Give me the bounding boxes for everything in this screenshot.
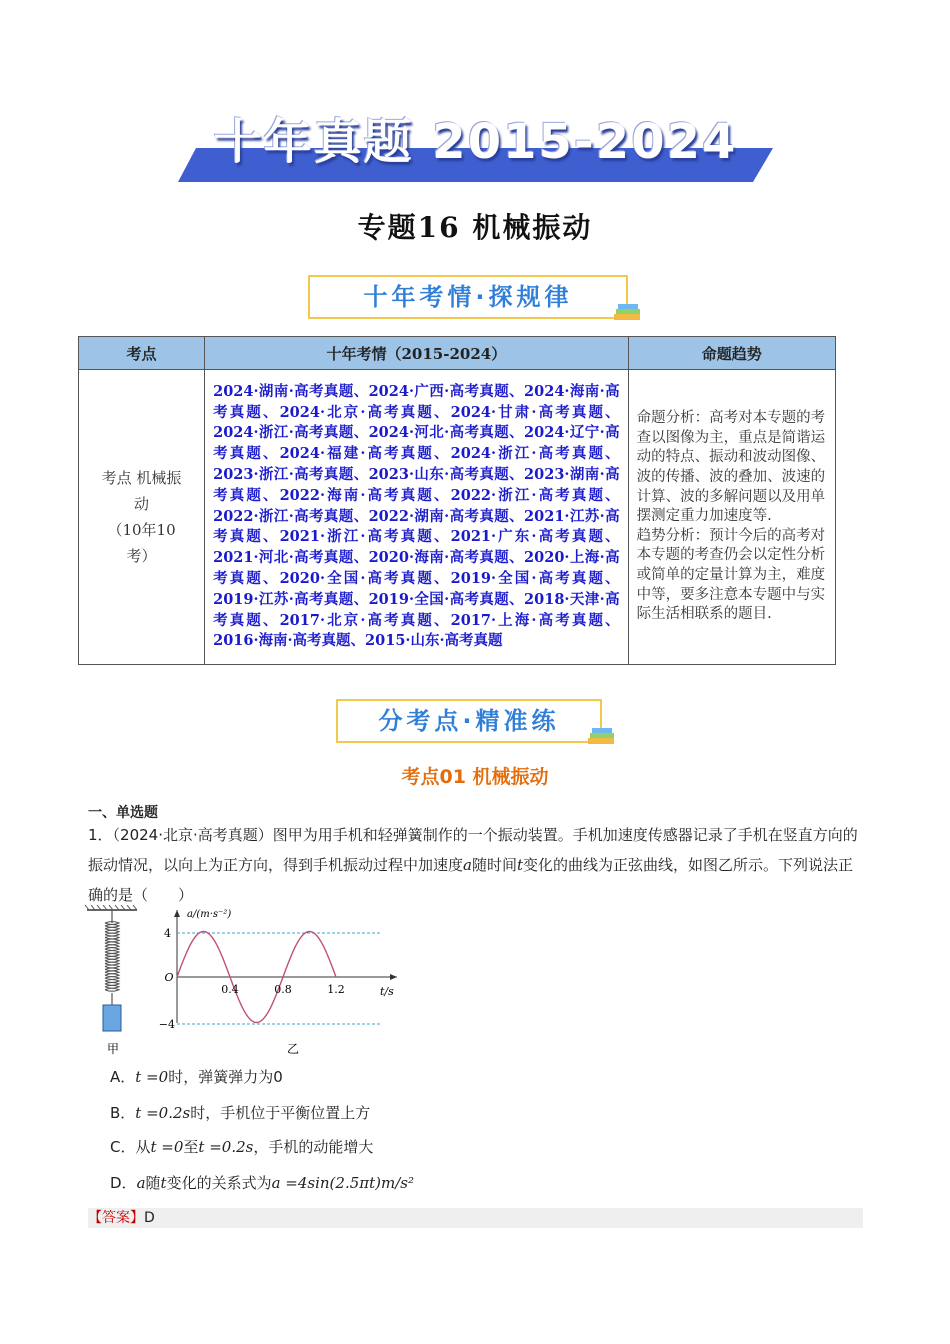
option-b[interactable] (110, 1102, 370, 1123)
trend-cell (628, 370, 835, 665)
header-topic: 考点 (79, 337, 205, 370)
option-text: ，手机的动能增大 (253, 1138, 374, 1156)
knowledge-point-title: 考点01 机械振动 (401, 766, 549, 788)
exam-info-table (78, 336, 836, 665)
question-text: 随时间 (471, 856, 517, 874)
option-math: t =0.2s (135, 1104, 191, 1122)
question-stem (88, 820, 863, 910)
topic-line: 考点 机械振 (101, 469, 182, 487)
banner-title: 十年真题 2015-2024 (213, 114, 738, 170)
books-icon (586, 726, 616, 746)
header-trend: 命题趋势 (628, 337, 835, 370)
label-jia: 甲 (106, 1042, 120, 1056)
question-section-heading: 一、单选题 (88, 805, 158, 821)
question-text: 1．（2024·北京·高考真题）图甲为用手机和轻弹簧制作的一个振动装置。手机加速度传感器记录了手机在竖直方向的振动情况，以向上为正方向，得到手机振动过程中加速度 (88, 826, 858, 874)
option-c[interactable] (110, 1136, 373, 1157)
section-label-ten-year: 十年考情·探规律 (308, 275, 628, 319)
spring-apparatus-diagram (85, 905, 137, 1056)
origin-label: O (164, 971, 174, 984)
trend-forecast: 趋势分析：预计今后的高考对本专题的考查仍会以定性分析或简单的定量计算为主，难度中等，要多注意本专题中与实际生活相联系的题目. (636, 527, 826, 623)
option-var: a (136, 1174, 146, 1192)
option-text: 时，手机位于平衡位置上方 (190, 1104, 371, 1122)
topic-cell (79, 370, 205, 665)
x-tick-label: 1.2 (327, 983, 345, 996)
acceleration-time-graph (159, 909, 397, 1056)
history-cell: 2024·湖南·高考真题、2024·广西·高考真题、2024·海南·高考真题、2024·北京·高考真题、2024·甘肃·高考真题、2024·浙江·高考真题、2024·河北·高考真题、2024·辽宁·高考真题、2024·福建·高考真题、2024·浙江·高考真题、2023·浙江·高考真题、2023·山东·高考真题、2023·湖南·高考真题、2022·海南·高考真题、2022·浙江·高考真题、2022·浙江·高考真题、2022·湖南·高考真题、2021·江苏·高考真题、2021·浙江·高考真题、2021·广东·高考真题、2021·河北·高考真题、2020·海南·高考真题、2020·上海·高考真题、2020·全国·高考真题、2019·全国·高考真题、2019·江苏·高考真题、2019·全国·高考真题、2018·天津·高考真题、2017·北京·高考真题、2017·上海·高考真题、2016·海南·高考真题、2015·山东·高考真题 (205, 370, 628, 665)
option-d[interactable] (110, 1172, 414, 1193)
trend-analysis: 命题分析：高考对本专题的考查以图像为主，重点是简谐运动的特点、振动和波动图像、波的传播、波的叠加、波速的计算、波的多解问题以及用单摆测定重力加速度等. (636, 410, 826, 525)
option-prefix: B． (110, 1104, 136, 1122)
option-math: t =0 (135, 1068, 169, 1086)
spring-coil (105, 922, 119, 992)
answer-bar (88, 1208, 863, 1228)
option-text: 变化的关系式为 (166, 1174, 272, 1192)
option-text: 随 (145, 1174, 161, 1192)
option-math: a =4sin(2.5πt)m/s² (271, 1174, 414, 1192)
topic-line: （10年10 (107, 521, 176, 539)
var-t: t (516, 856, 524, 874)
question-text: 变化的曲线为正弦曲线，如图乙所示。下列说法正确的是（ ） (88, 856, 854, 904)
label-yi: 乙 (286, 1042, 300, 1056)
x-tick-label: 0.4 (221, 983, 239, 996)
y-tick-label: 4 (164, 927, 171, 940)
option-prefix: A． (110, 1068, 136, 1086)
topic-line: 动 (134, 495, 150, 513)
option-var: t (160, 1174, 167, 1192)
question-figure (85, 905, 405, 1060)
option-a[interactable] (110, 1066, 283, 1087)
option-prefix: C．从 (110, 1138, 151, 1156)
option-math: t =0.2s (198, 1138, 254, 1156)
section-label-practice: 分考点·精准练 (336, 699, 602, 743)
option-text: 至 (183, 1138, 199, 1156)
x-axis-label: t/s (380, 985, 394, 998)
y-axis-label: a/(m·s⁻²) (187, 909, 232, 920)
option-text: 时，弹簧弹力为0 (168, 1068, 283, 1086)
var-a: a (463, 856, 472, 874)
subject-title: 专题16 机械振动 (357, 211, 593, 244)
x-tick-label: 0.8 (274, 983, 292, 996)
answer-label: 【答案】 (88, 1210, 144, 1226)
header-history: 十年考情（2015-2024） (205, 337, 628, 370)
table-header-row (79, 337, 836, 370)
y-tick-label: −4 (158, 1018, 175, 1031)
option-math: t =0 (150, 1138, 184, 1156)
table-row (79, 370, 836, 665)
topic-line: 考） (126, 547, 157, 565)
answer-value: D (144, 1210, 155, 1226)
option-prefix: D． (110, 1174, 137, 1192)
books-icon (612, 302, 642, 322)
